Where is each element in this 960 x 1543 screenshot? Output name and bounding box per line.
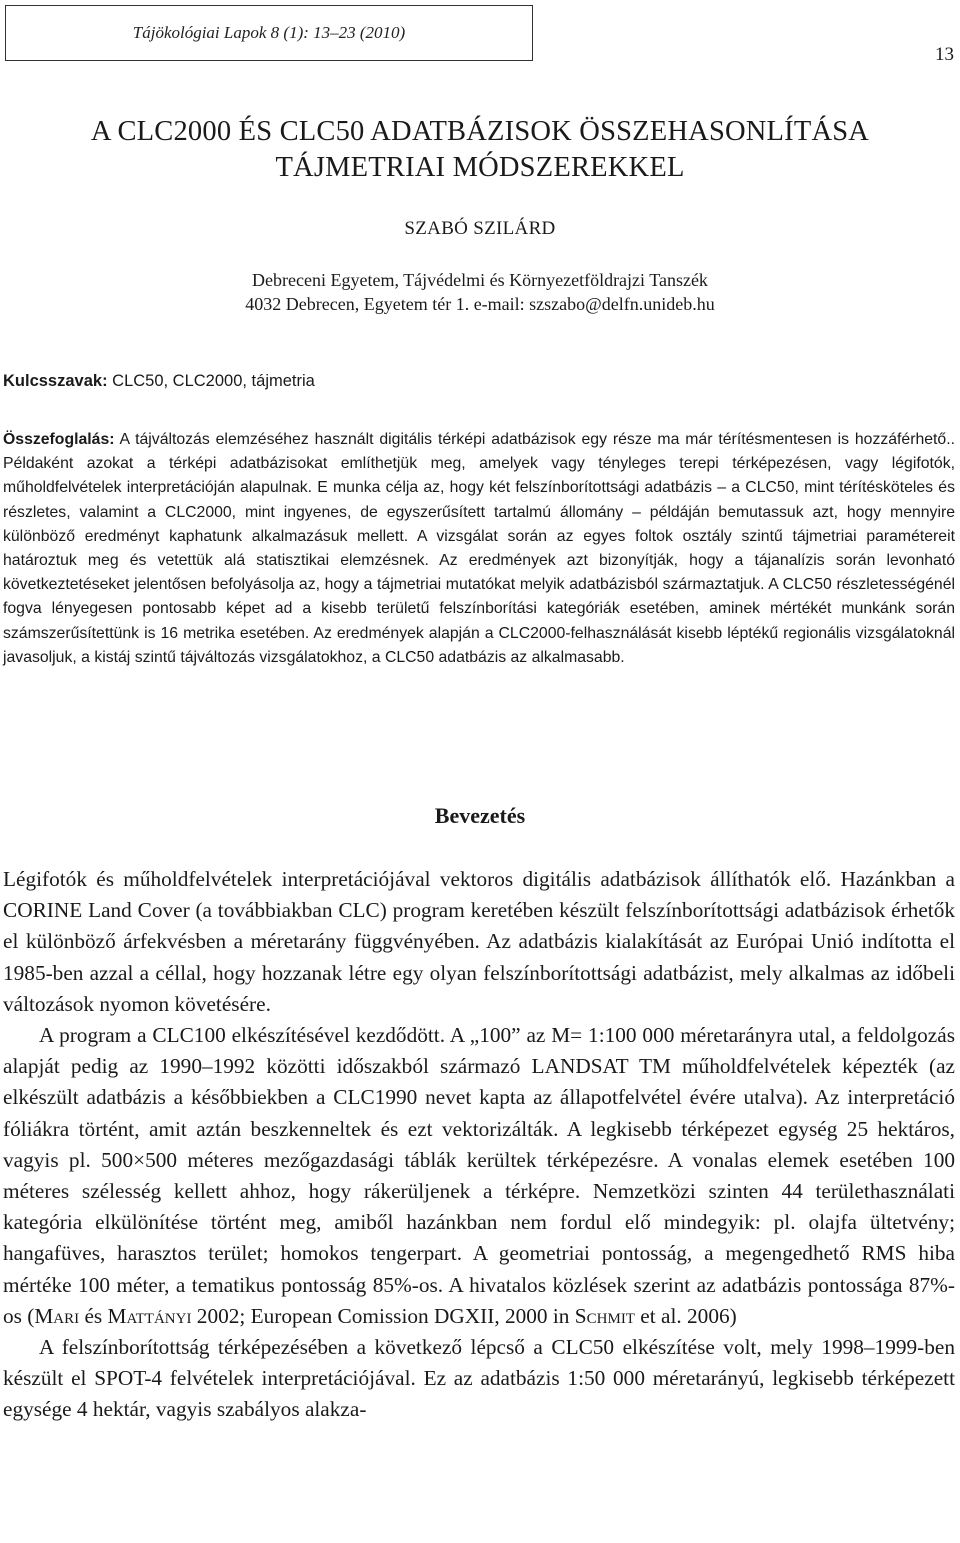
affiliation-line-2: 4032 Debrecen, Egyetem tér 1. e-mail: szszabo@delfn.unideb.hu — [245, 294, 715, 314]
citation-mari: Mari — [34, 1303, 80, 1328]
paper-title — [0, 114, 960, 186]
journal-header — [5, 5, 533, 61]
author-name: SZABÓ SZILÁRD — [404, 218, 556, 239]
citation-middle: 2002; European Comission DGXII, 2000 in — [191, 1303, 575, 1328]
journal-citation: Tájökológiai Lapok 8 (1): 13–23 (2010) — [132, 23, 406, 42]
affiliation — [0, 268, 960, 316]
citation-schmit: Schmit — [574, 1303, 635, 1328]
keywords — [3, 372, 315, 391]
page-number: 13 — [935, 44, 954, 65]
citation-and: és — [79, 1303, 108, 1328]
body-paragraph-3: A felszínborítottság térképezésében a következő lépcső a CLC50 elkészítése volt, mely 1998–1999-ben készült el SPOT-4 felvételek interpretációjával. Ez az adatbázis 1:50 000 méretarányú, legkisebb térképezett egysége 4 hektár, vagyis szabályos alakza- — [3, 1335, 955, 1422]
body-paragraph-2 — [3, 1020, 955, 1332]
title-line-1: A CLC2000 ÉS CLC50 ADATBÁZISOK ÖSSZEHASONLÍTÁSA — [90, 116, 870, 147]
keywords-label: Kulcsszavak: — [3, 372, 108, 390]
title-line-2: TÁJMETRIAI MÓDSZEREKKEL — [275, 152, 685, 183]
abstract-text: A tájváltozás elemzéséhez használt digitális térképi adatbázisok egy része ma már térítésmentesen is hozzáférhető.. Példaként azokat a térképi adatbázisokat említhetjük meg, amelyek vagy tényleges terepi térképezésen, vagy légifotók, műholdfelvételek interpretációján alapulnak. E munka célja az, hogy két felszínborítottsági adatbázis – a CLC50, mint térítésköteles és részletes, valamint a CLC2000, mint ingyenes, de egyszerűsített tartalmú állomány – példáján bemutassuk azt, hogy mennyire különböző eredményt kaphatunk alkalmazásuk mellett. A vizsgálat során az egyes foltok osztály szintű tájmetriai paramétereit határoztuk meg és vetettük alá statisztikai elemzésnek. Az eredmények azt bizonyítják, hogy a tájanalízis során levonható következtetéseket jelentősen befolyásolja az, hogy a tájmetriai mutatókat melyik adatbázisból származtatjuk. A CLC50 részletességénél fogva lényegesen pontosabb képet ad a kisebb területű felszínborítási kategóriák esetében, aminek mértékét munkánk során számszerűsítettünk is 16 metrika esetében. Az eredmények alapján a CLC2000-felhasználását kisebb léptékű regionális vizsgálatoknál javasoljuk, a kistáj szintű tájváltozás vizsgálatokhoz, a CLC50 adatbázis az alkalmasabb. — [3, 431, 955, 666]
abstract — [3, 428, 955, 670]
body-paragraph-1: Légifotók és műholdfelvételek interpretációjával vektoros digitális adatbázisok állíthatók elő. Hazánkban a CORINE Land Cover (a továbbiakban CLC) program keretében készült felszínborítottsági adatbázisok érhetők el különböző árfekvésben a méretarány függvényében. Az adatbázis kialakítását az Európai Unió indította el 1985-ben azzal a céllal, hogy hozzanak létre egy olyan felszínborítottsági adatbázist, mely alkalmas az időbeli változások nyomon követésére. — [3, 867, 955, 1016]
section-heading: Bevezetés — [434, 803, 526, 828]
keywords-value: CLC50, CLC2000, tájmetria — [107, 372, 315, 390]
affiliation-line-1: Debreceni Egyetem, Tájvédelmi és Környezetföldrajzi Tanszék — [252, 270, 708, 290]
body-paragraph-2-text: A program a CLC100 elkészítésével kezdődött. A „100” az M= 1:100 000 méretarányra utal, a feldolgozás alapját pedig az 1990–1992 közötti időszakból származó LANDSAT TM műholdfelvételek képezték (az elkészült adatbázis a későbbiekben a CLC1990 nevet kapta az állapotfelvétel évére utalva). Az interpretáció fóliákra történt, amit aztán beszkenneltek és ezt vektorizálták. A legkisebb térképezet egység 25 hektáros, vagyis pl. 500×500 méteres mezőgazdasági táblák kerültek térképezésre. A vonalas elemek esetében 100 méteres szélesség kellett ahhoz, hogy rákerüljenek a térképre. Nemzetközi szinten 44 területhasználati kategória elkülönítése történt meg, amiből hazánkban nem fordul elő mindegyik: pl. olajfa ültetvény; hangafüves, harasztos terület; homokos tengerpart. A geometriai pontosság, a megengedhető RMS hiba mértéke 100 méter, a tematikus pontosság 85%-os. A hivatalos közlések szerint az adatbázis pontossága 87%-os ( — [3, 1023, 955, 1328]
abstract-label: Összefoglalás: — [3, 431, 115, 448]
citation-mattanyi: Mattányi — [107, 1303, 192, 1328]
citation-end: et al. 2006) — [634, 1303, 737, 1328]
body-text — [3, 864, 955, 1426]
